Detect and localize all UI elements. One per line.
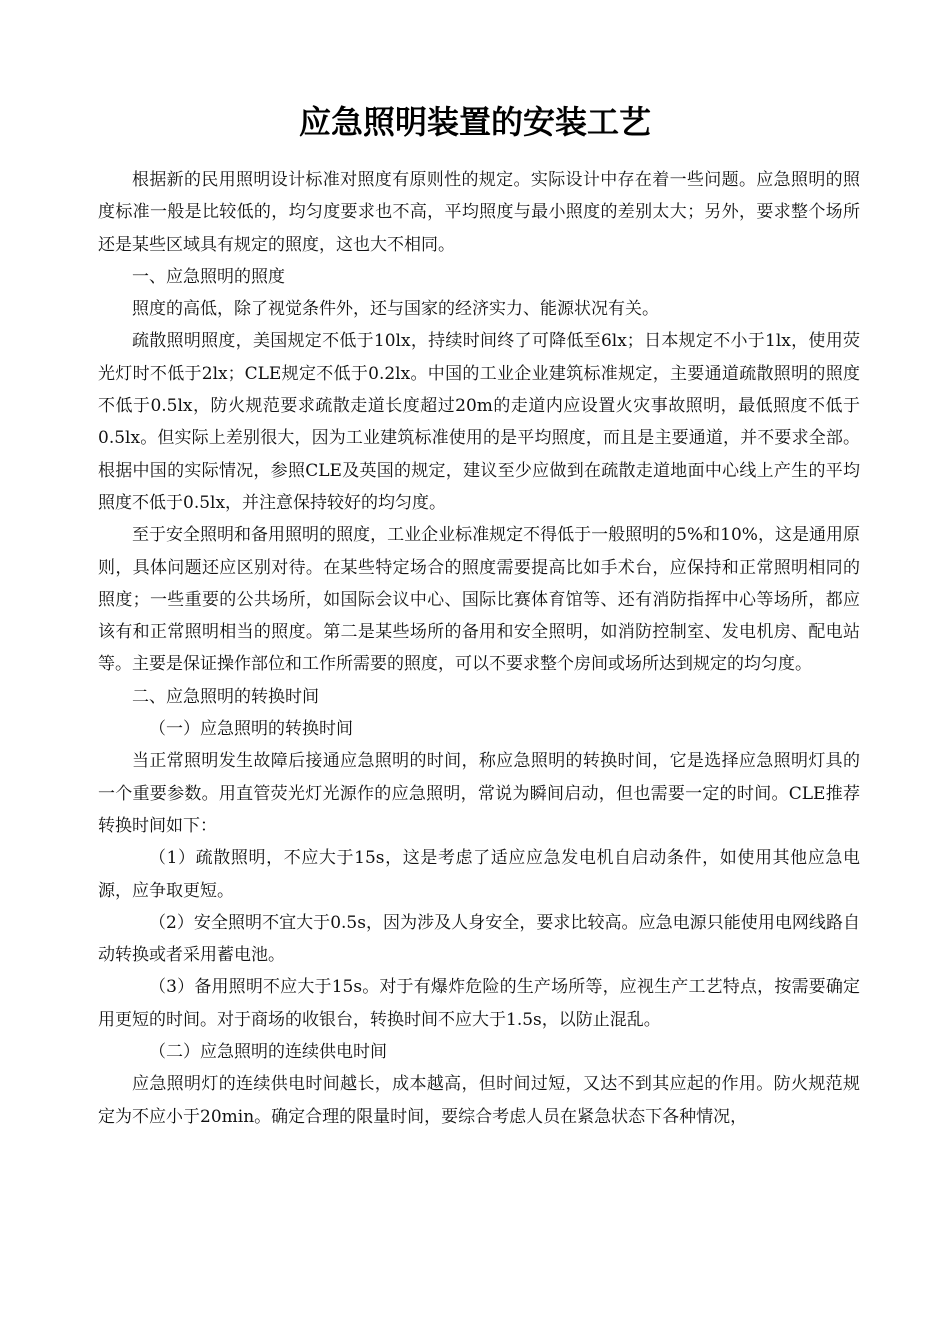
- section-heading-switch-time: 二、应急照明的转换时间: [132, 686, 319, 707]
- section-heading-illuminance: 一、应急照明的照度: [132, 266, 285, 287]
- paragraph-illuminance-factors: 照度的高低，除了视觉条件外，还与国家的经济实力、能源状况有关。: [132, 299, 659, 320]
- page-title: 应急照明装置的安装工艺: [298, 103, 651, 141]
- paragraph-supply-time: 应急照明灯的连续供电时间越长，成本越高，但时间过短，又达不到其应起的作用。防火规范规定为不应小于20min。确定合理的限量时间，要综合考虑人员在紧急状态下各种情况，: [98, 1074, 860, 1127]
- list-item-standby: （3）备用照明不应大于15s。对于有爆炸危险的生产场所等，应视生产工艺特点，按需要确定用更短的时间。对于商场的收银台，转换时间不应大于1.5s，以防止混乱。: [98, 977, 860, 1030]
- paragraph-switch-time-definition: 当正常照明发生故障后接通应急照明的时间，称应急照明的转换时间，它是选择应急照明灯具的一个重要参数。用直管荧光灯光源作的应急照明，常说为瞬间启动，但也需要一定的时间。CLE推荐转换时间如下：: [98, 751, 860, 836]
- paragraph-evacuation-illuminance: 疏散照明照度，美国规定不低于10lx，持续时间终了可降低至6lx；日本规定不小于1lx，使用荧光灯时不低于2lx；CLE规定不低于0.2lx。中国的工业企业建筑标准规定，主要通道疏散照明的照度不低于0.5lx，防火规范要求疏散走道长度超过20m的走道内应设置火灾事故照明，最低照度不低于0.5lx。但实际上差别很大，因为工业建筑标准使用的是平均照度，而且是主要通道，并不要求全部。根据中国的实际情况，参照CLE及英国的规定，建议至少应做到在疏散走道地面中心线上产生的平均照度不低于0.5lx，并注意保持较好的均匀度。: [98, 331, 860, 513]
- list-item-safety: （2）安全照明不宜大于0.5s，因为涉及人身安全，要求比较高。应急电源只能使用电网线路自动转换或者采用蓄电池。: [98, 912, 860, 966]
- subsection-heading-supply-time: （二）应急照明的连续供电时间: [149, 1042, 387, 1063]
- paragraph-intro: 根据新的民用照明设计标准对照度有原则性的规定。实际设计中存在着一些问题。应急照明的照度标准一般是比较低的，均匀度要求也不高，平均照度与最小照度的差别太大；另外，要求整个场所还是某些区域具有规定的照度，这也大不相同。: [98, 170, 860, 255]
- list-item-evacuation: （1）疏散照明，不应大于15s，这是考虑了适应应急发电机自启动条件，如使用其他应急电源，应争取更短。: [98, 848, 860, 901]
- document-body: [98, 164, 860, 1133]
- paragraph-safety-standby-illuminance: 至于安全照明和备用照明的照度，工业企业标准规定不得低于一般照明的5%和10%，这是通用原则，具体问题还应区别对待。在某些特定场合的照度需要提高比如手术台，应保持和正常照明相同的照度；一些重要的公共场所，如国际会议中心、国际比赛体育馆等、还有消防指挥中心等场所，都应该有和正常照明相当的照度。第二是某些场所的备用和安全照明，如消防控制室、发电机房、配电站等。主要是保证操作部位和工作所需要的照度，可以不要求整个房间或场所达到规定的均匀度。: [98, 525, 860, 675]
- subsection-heading-switch-time: （一）应急照明的转换时间: [149, 719, 353, 740]
